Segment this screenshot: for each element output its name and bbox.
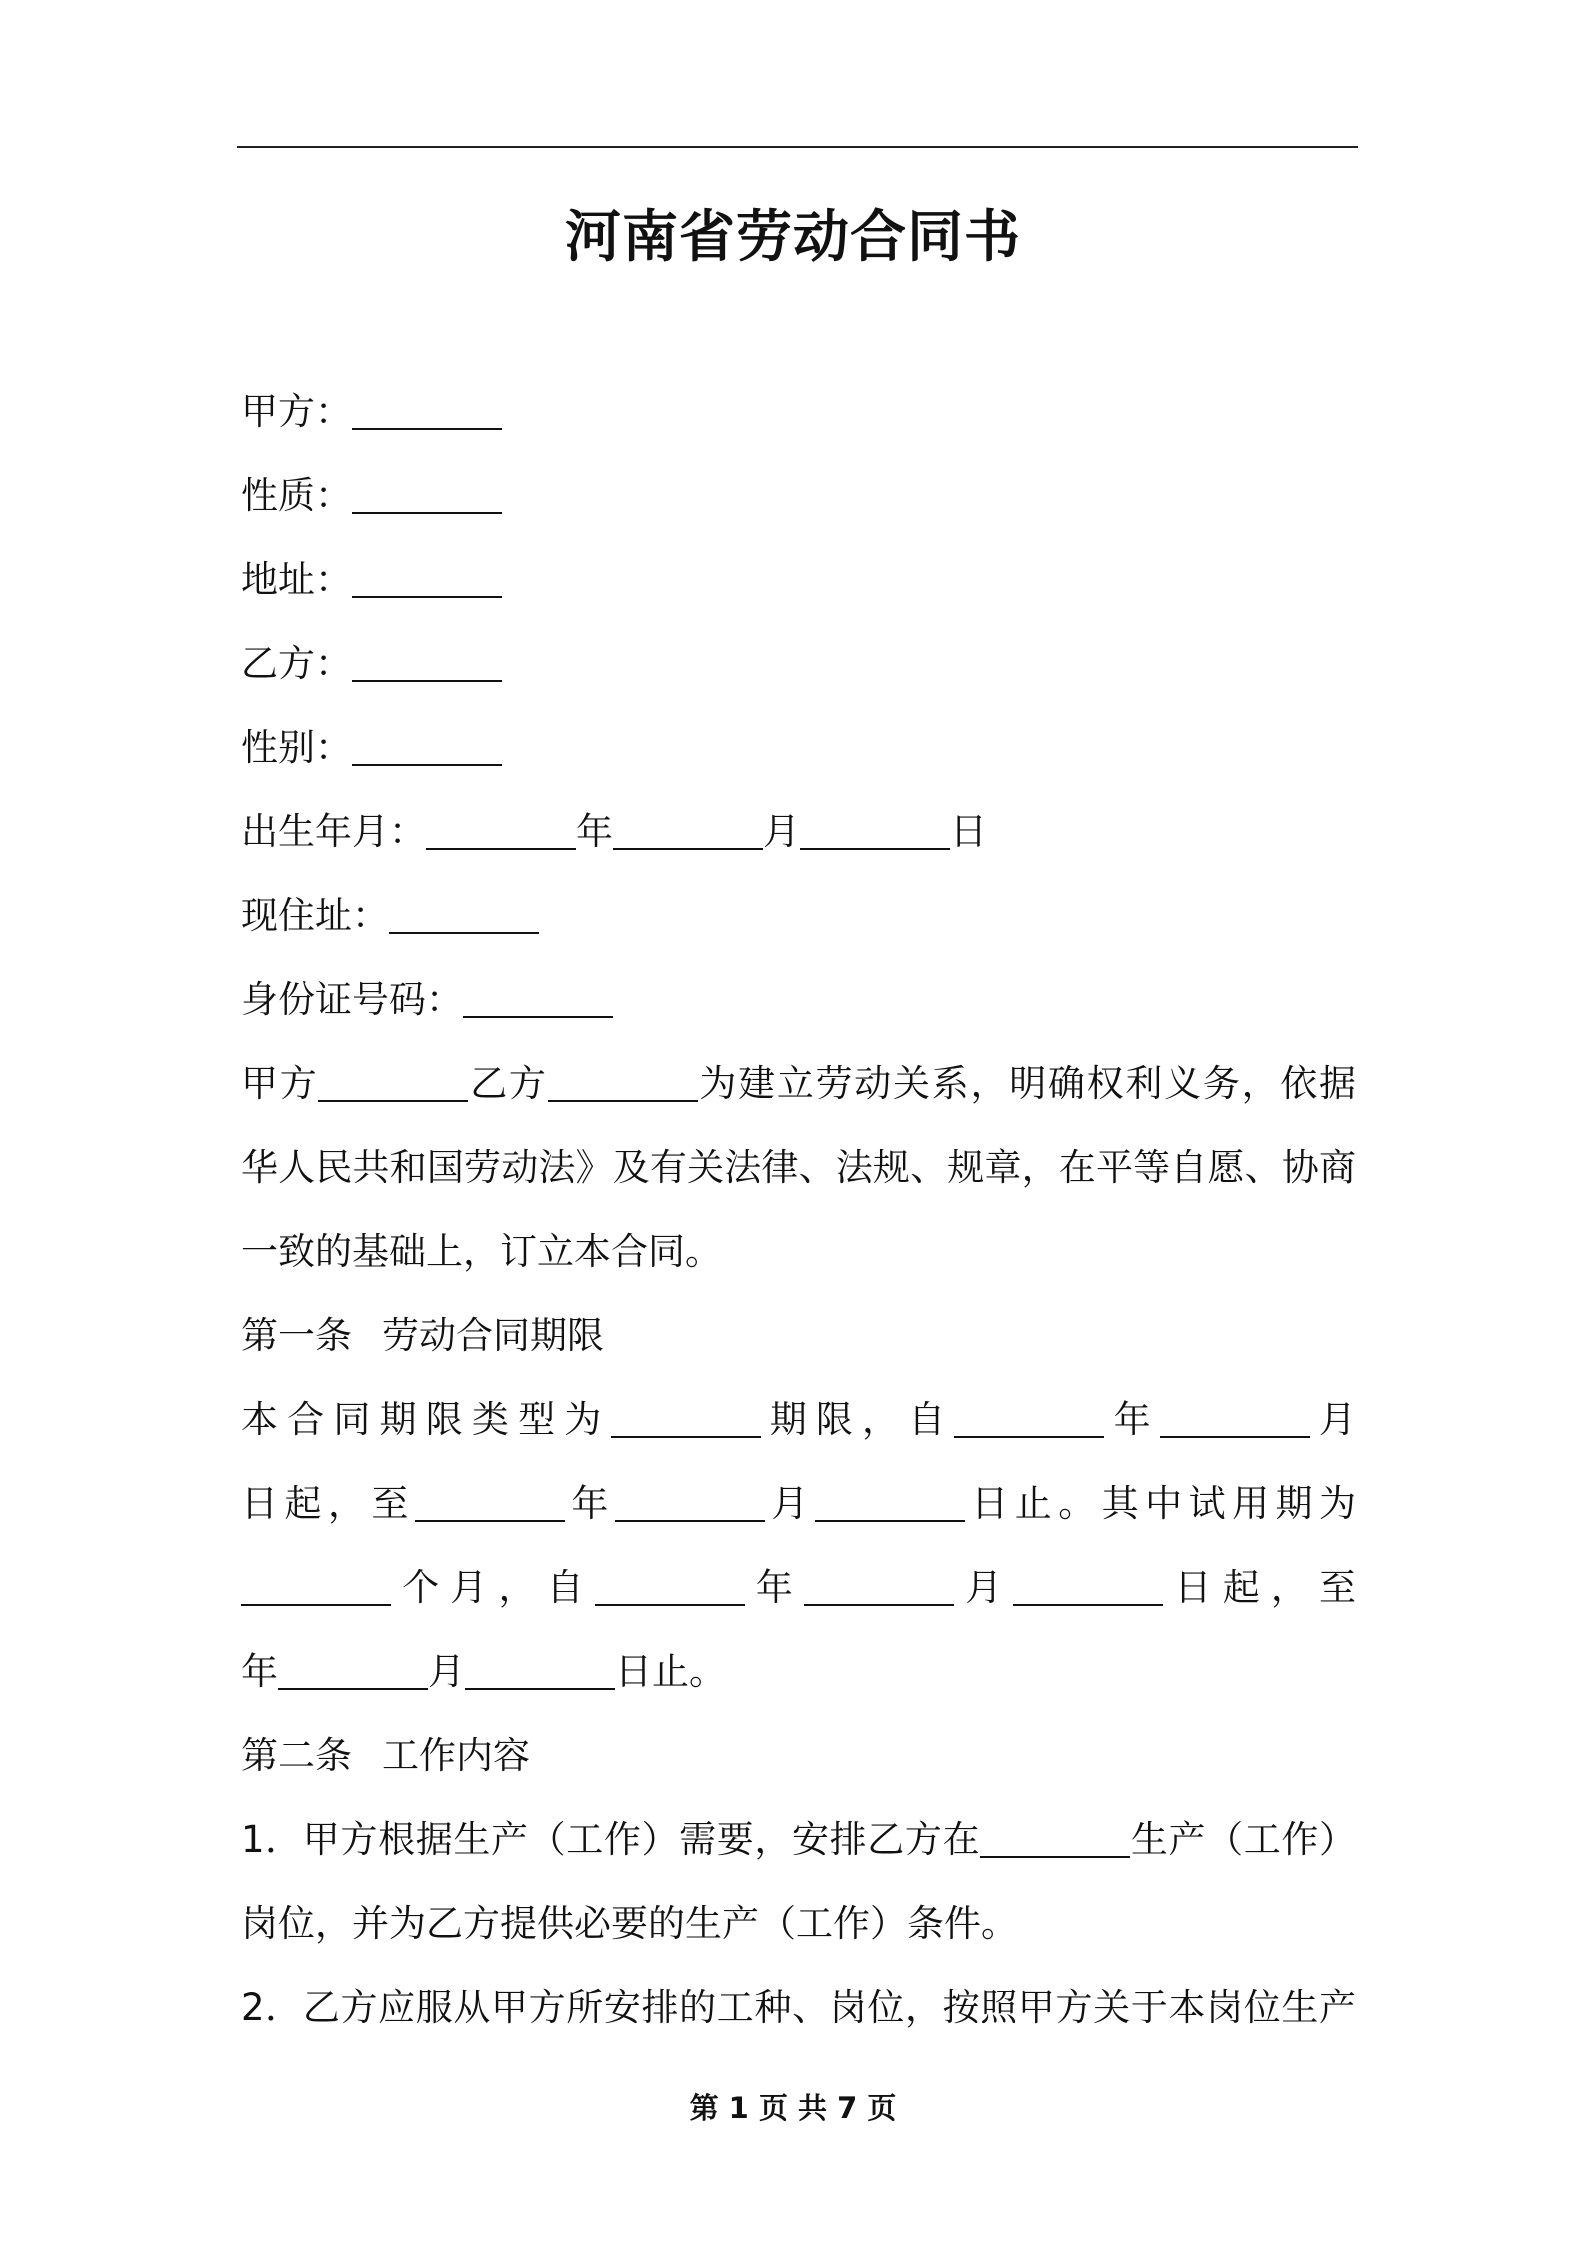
preamble-text-2: 华人民共和国劳动法》及有关法律、法规、规章，在平等自愿、协商 — [241, 1146, 1356, 1189]
day-unit: 日 — [950, 810, 987, 853]
address-label: 地址： — [241, 558, 352, 601]
birth-date-field — [241, 790, 1356, 874]
month-unit: 月 — [764, 1482, 815, 1525]
year-unit: 年 — [241, 1650, 278, 1693]
preamble-text-3: 一致的基础上，订立本合同。 — [241, 1230, 722, 1273]
article-1-text: 本合同期限类型为 — [241, 1398, 611, 1441]
contract-body — [241, 370, 1356, 2050]
party-b-label: 乙方： — [241, 642, 352, 685]
article-1-line-2 — [241, 1462, 1356, 1546]
party-b-blank[interactable] — [352, 642, 502, 682]
gender-field — [241, 706, 1356, 790]
article-1-text: 日起，至 — [1163, 1566, 1356, 1609]
article-1-heading — [241, 1294, 1356, 1378]
birth-year-blank[interactable] — [426, 810, 576, 850]
article-2-item-2-line-1 — [241, 1966, 1356, 2050]
term-type-blank[interactable] — [611, 1398, 761, 1438]
year-unit: 年 — [1104, 1398, 1160, 1441]
end-day-blank[interactable] — [815, 1482, 965, 1522]
address-field — [241, 538, 1356, 622]
month-unit: 月 — [763, 810, 800, 853]
probation-start-month-blank[interactable] — [804, 1566, 954, 1606]
start-month-blank[interactable] — [1160, 1398, 1310, 1438]
month-unit: 月 — [1309, 1398, 1356, 1441]
month-unit: 月 — [954, 1566, 1014, 1609]
party-b-field — [241, 622, 1356, 706]
gender-blank[interactable] — [352, 726, 502, 766]
article-1-number: 第一条 — [241, 1314, 352, 1357]
end-year-blank[interactable] — [415, 1482, 565, 1522]
article-2-title: 工作内容 — [382, 1734, 530, 1777]
year-unit: 年 — [564, 1482, 615, 1525]
preamble-party-a: 甲方 — [241, 1062, 319, 1105]
current-address-field — [241, 874, 1356, 958]
article-1-text: 期限，自 — [760, 1398, 955, 1441]
nature-field — [241, 454, 1356, 538]
article-2-heading — [241, 1714, 1356, 1798]
id-number-label: 身份证号码： — [241, 978, 463, 1021]
current-address-blank[interactable] — [389, 894, 539, 934]
preamble-line-2 — [241, 1126, 1356, 1210]
current-address-label: 现住址： — [241, 894, 389, 937]
article-2-text: 岗位，并为乙方提供必要的生产（工作）条件。 — [241, 1902, 1018, 1945]
page-number-footer: 第 1 页 共 7 页 — [689, 2091, 897, 2125]
birth-month-blank[interactable] — [613, 810, 763, 850]
article-2-text: 1．甲方根据生产（工作）需要，安排乙方在 — [241, 1818, 981, 1861]
article-1-text: 日起，至 — [241, 1482, 415, 1525]
position-blank[interactable] — [980, 1818, 1130, 1858]
preamble-party-a-blank[interactable] — [318, 1062, 468, 1102]
article-2-item-1-line-2 — [241, 1882, 1356, 1966]
article-1-text: 日止。 — [615, 1650, 726, 1693]
article-2-number: 第二条 — [241, 1734, 352, 1777]
start-year-blank[interactable] — [954, 1398, 1104, 1438]
preamble-line-3 — [241, 1210, 1356, 1294]
month-unit: 月 — [428, 1650, 465, 1693]
article-2-item-1-line-1 — [241, 1798, 1356, 1882]
birth-day-blank[interactable] — [800, 810, 950, 850]
year-unit: 年 — [744, 1566, 805, 1609]
id-number-blank[interactable] — [463, 978, 613, 1018]
document-title: 河南省劳动合同书 — [565, 205, 1021, 270]
article-1-line-3 — [241, 1546, 1356, 1630]
probation-end-day-blank[interactable] — [465, 1650, 615, 1690]
preamble-text-1: 为建立劳动关系，明确权利义务，依据 — [697, 1062, 1356, 1105]
article-1-line-1 — [241, 1378, 1356, 1462]
header-rule — [237, 146, 1358, 148]
preamble-party-b-blank[interactable] — [548, 1062, 698, 1102]
article-1-title: 劳动合同期限 — [382, 1314, 604, 1357]
party-a-field — [241, 370, 1356, 454]
id-number-field — [241, 958, 1356, 1042]
end-month-blank[interactable] — [615, 1482, 765, 1522]
gender-label: 性别： — [241, 726, 352, 769]
nature-label: 性质： — [241, 474, 352, 517]
probation-start-day-blank[interactable] — [1013, 1566, 1163, 1606]
year-unit: 年 — [576, 810, 613, 853]
party-a-label: 甲方： — [241, 390, 352, 433]
preamble-line-1 — [241, 1042, 1356, 1126]
preamble-party-b: 乙方 — [468, 1062, 548, 1105]
probation-months-blank[interactable] — [241, 1566, 391, 1606]
article-1-text: 个月，自 — [391, 1566, 595, 1609]
article-1-text: 日止。其中试用期为 — [964, 1482, 1356, 1525]
probation-end-month-blank[interactable] — [278, 1650, 428, 1690]
party-a-blank[interactable] — [352, 390, 502, 430]
probation-start-year-blank[interactable] — [595, 1566, 745, 1606]
birth-label: 出生年月： — [241, 810, 426, 853]
article-2-text: 2．乙方应服从甲方所安排的工种、岗位，按照甲方关于本岗位生产 — [241, 1986, 1356, 2029]
address-blank[interactable] — [352, 558, 502, 598]
nature-blank[interactable] — [352, 474, 502, 514]
article-1-line-4 — [241, 1630, 1356, 1714]
article-2-text: 生产（工作） — [1130, 1818, 1356, 1861]
